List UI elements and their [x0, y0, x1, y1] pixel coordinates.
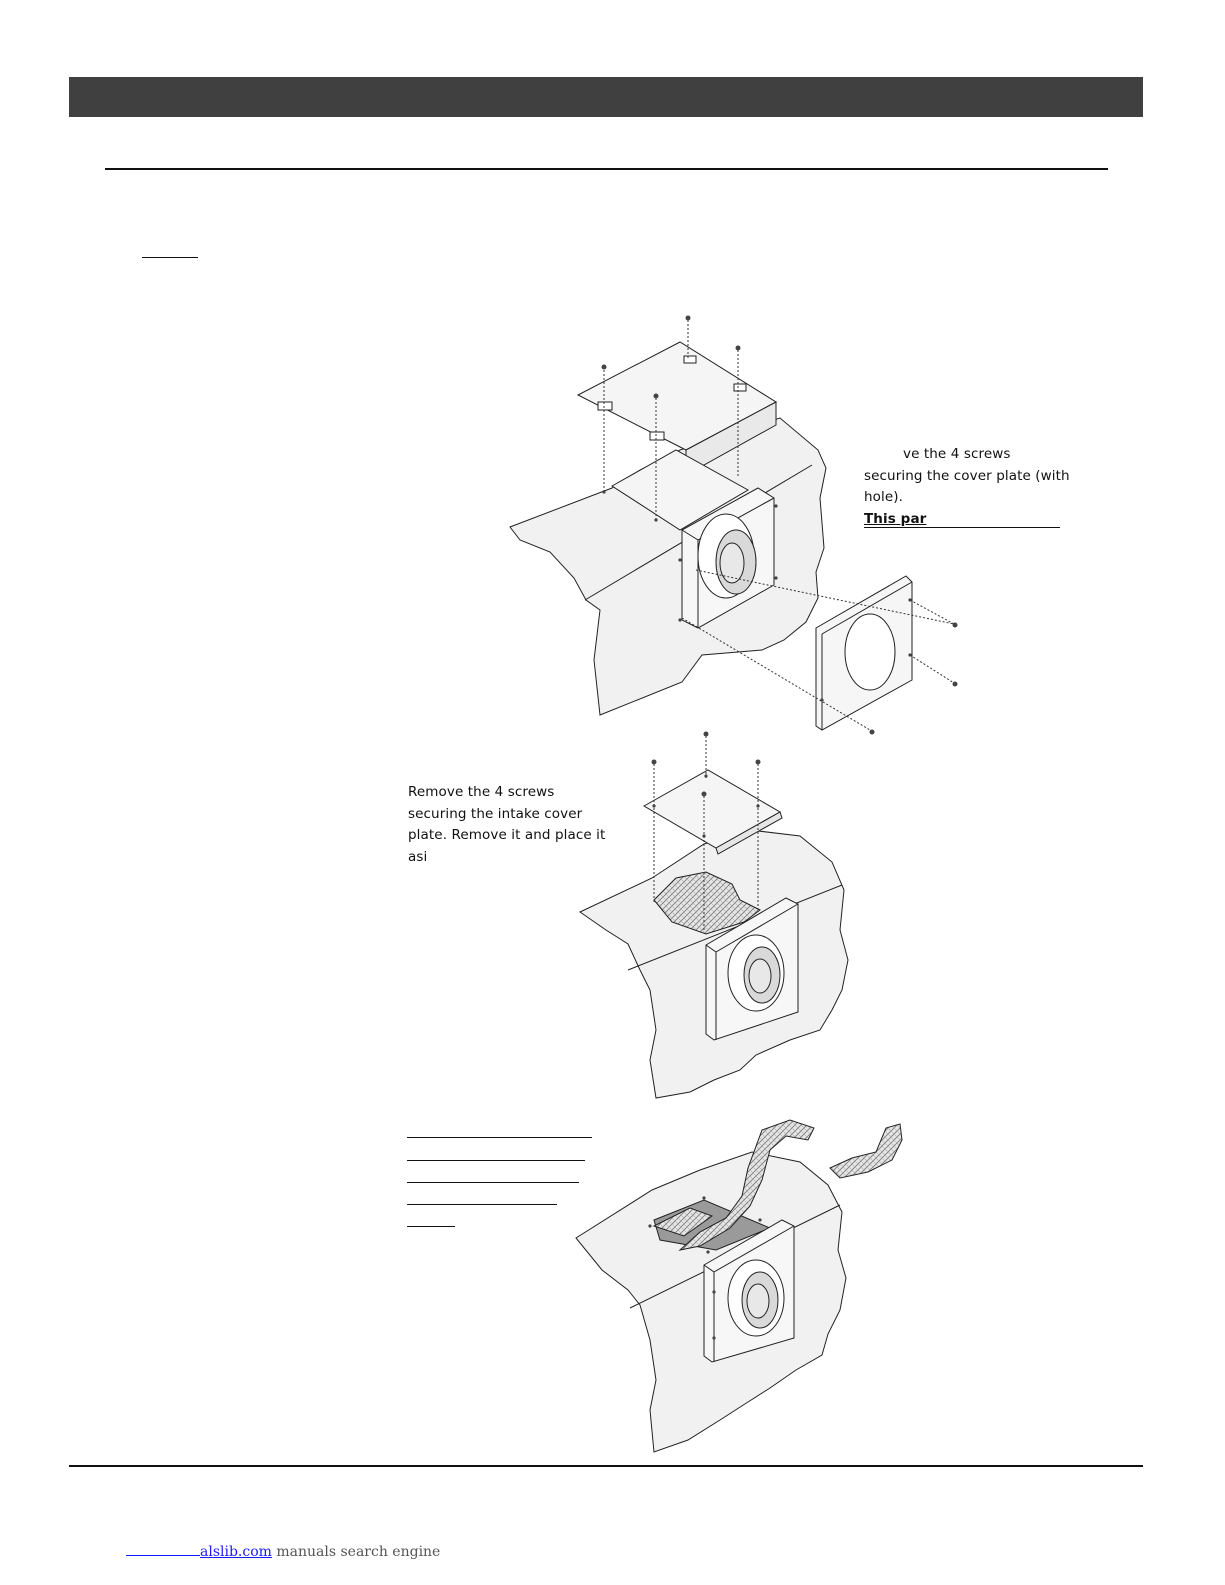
step1-line1: ve the 4 screws — [903, 446, 1011, 462]
diagram-remove-insulation — [576, 1120, 902, 1452]
step2-line1: Remove the 4 screws — [408, 784, 555, 800]
step3-line5 — [407, 1226, 455, 1227]
step1-warning: This par — [864, 510, 927, 527]
step1-warning-wrap — [864, 509, 1070, 531]
step3-line2 — [407, 1160, 585, 1161]
step3-line4 — [407, 1204, 557, 1205]
step1-warning-underline — [864, 527, 1060, 528]
step1-caption — [864, 444, 1070, 530]
step3-line3 — [407, 1182, 579, 1183]
step2-caption — [408, 782, 605, 868]
bottom-rule — [69, 1465, 1143, 1467]
step2-line4: asi — [408, 848, 428, 865]
plate-hole — [845, 614, 895, 690]
footer-text: manuals search engine — [271, 1544, 441, 1560]
step2-line2: securing the intake cover — [408, 805, 583, 822]
diagram-remove-intake-cover — [580, 732, 848, 1099]
step1-line2: securing the cover plate (with — [864, 467, 1070, 484]
insulation-strip-2 — [830, 1124, 902, 1178]
step2-line3: plate. Remove it and place it — [408, 827, 606, 843]
step1-line3: hole). — [864, 489, 904, 505]
footer-link-underline — [126, 1541, 200, 1556]
footer-link[interactable]: alslib.com — [200, 1544, 272, 1560]
step3-line1 — [407, 1137, 592, 1138]
footer — [126, 1541, 440, 1560]
